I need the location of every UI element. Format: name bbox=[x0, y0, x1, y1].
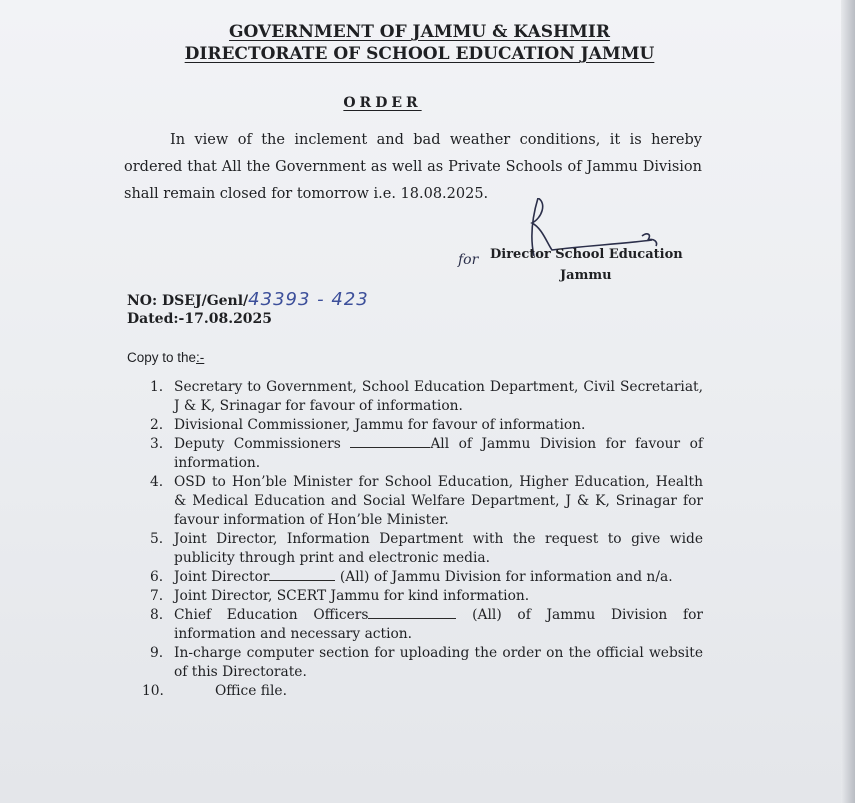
list-item: 7. Joint Director, SCERT Jammu for kind information. bbox=[150, 588, 530, 604]
copy-to-list bbox=[142, 378, 704, 701]
copy-to-label: Copy to the:- bbox=[127, 350, 205, 365]
list-item: 1. Secretary to Government, School Education Department, Civil Secretariat, J & K, Srinagar for favour of information. bbox=[150, 379, 703, 414]
list-item: 9. In-charge computer section for uploading the order on the official website of this Directorate. bbox=[150, 645, 703, 680]
paper-edge bbox=[841, 0, 855, 803]
government-heading: GOVERNMENT OF JAMMU & KASHMIR bbox=[229, 22, 610, 42]
directorate-heading: DIRECTORATE OF SCHOOL EDUCATION JAMMU bbox=[184, 44, 655, 64]
signature-place: Jammu bbox=[560, 268, 612, 283]
order-title: ORDER bbox=[343, 95, 422, 111]
list-item: 2. Divisional Commissioner, Jammu for favour of information. bbox=[150, 417, 586, 433]
list-item: 3. Deputy Commissioners All of Jammu Division for favour of information. bbox=[150, 436, 703, 471]
order-paragraph: In view of the inclement and bad weather conditions, it is hereby ordered that All the Government as well as Private Schools of Jammu Division shall remain closed for tomorrow i.e. 18.08.2025. bbox=[124, 132, 702, 202]
list-item: 4. OSD to Hon’ble Minister for School Education, Higher Education, Health & Medical Education and Social Welfare Department, J & K, Srinagar for favour information of Hon’ble Minister. bbox=[150, 474, 703, 528]
list-item: 5. Joint Director, Information Department with the request to give wide publicity through print and electronic media. bbox=[150, 531, 703, 566]
list-item: 10. Office file. bbox=[142, 683, 287, 699]
list-item: 8. Chief Education Officers (All) of Jammu Division for information and necessary action. bbox=[150, 607, 704, 642]
list-item: 6. Joint Director (All) of Jammu Division for information and n/a. bbox=[150, 569, 673, 585]
signature-designation: Director School Education bbox=[490, 247, 683, 262]
reference-date: Dated:-17.08.2025 bbox=[127, 311, 273, 327]
reference-number-handwritten: 43393 - 423 bbox=[248, 289, 369, 310]
reference-number bbox=[127, 289, 369, 310]
reference-number-label: NO: DSEJ/Genl/ bbox=[127, 293, 249, 309]
signature-for-text: for bbox=[458, 252, 479, 268]
